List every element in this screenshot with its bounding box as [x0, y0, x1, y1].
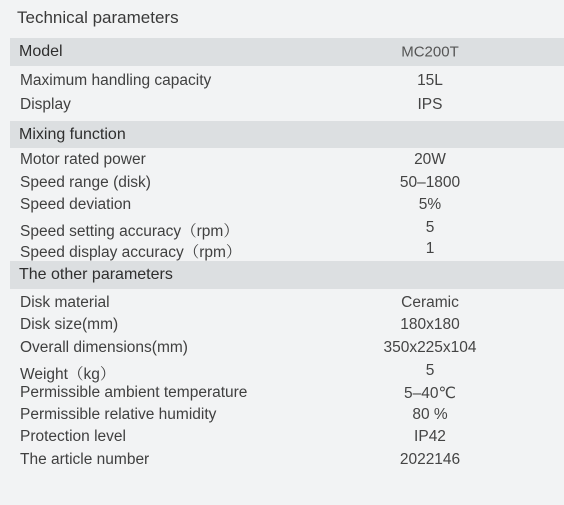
- param-label: Display: [20, 96, 71, 113]
- param-value: Ceramic: [401, 294, 459, 311]
- param-label: Speed setting accuracy（rpm）: [20, 223, 239, 240]
- param-label: The article number: [20, 451, 150, 468]
- section-title: The other parameters: [19, 266, 173, 283]
- param-value: 5%: [418, 196, 442, 213]
- param-label: Disk size(mm): [20, 316, 119, 333]
- param-label: Speed range (disk): [20, 174, 151, 191]
- param-value: 1: [425, 240, 435, 257]
- param-value: 2022146: [399, 451, 461, 468]
- param-label: Overall dimensions(mm): [20, 339, 188, 356]
- param-value: 5: [425, 362, 435, 379]
- table-row: [0, 294, 564, 316]
- table-row: [0, 406, 564, 428]
- param-value: 20W: [414, 151, 446, 168]
- table-row: [0, 96, 564, 118]
- page-title: Technical parameters: [17, 8, 179, 27]
- table-row: [0, 316, 564, 338]
- table-row: [0, 428, 564, 450]
- param-label: Maximum handling capacity: [20, 72, 212, 89]
- table-row: [0, 174, 564, 196]
- param-label: Permissible relative humidity: [20, 406, 217, 423]
- table-row: [0, 151, 564, 173]
- param-value: 5–40℃: [404, 385, 456, 402]
- table-row: [0, 362, 564, 384]
- param-label: Speed display accuracy（rpm）: [20, 244, 242, 261]
- param-value: 50–1800: [399, 174, 461, 191]
- param-label: Permissible ambient temperature: [20, 384, 248, 401]
- param-label: Weight（kg）: [20, 366, 116, 383]
- table-row: [0, 196, 564, 218]
- section-header-mixing: [10, 121, 564, 148]
- param-label: Motor rated power: [20, 151, 146, 168]
- model-value: MC200T: [401, 43, 459, 61]
- table-row: [0, 72, 564, 94]
- param-label: Protection level: [20, 428, 126, 445]
- section-title: Mixing function: [19, 125, 126, 143]
- param-label: Disk material: [20, 294, 110, 311]
- model-row: [10, 38, 564, 66]
- param-value: IP42: [414, 428, 446, 445]
- table-row: [0, 339, 564, 361]
- param-value: IPS: [417, 96, 443, 113]
- param-label: Speed deviation: [20, 196, 132, 213]
- table-row: [0, 219, 564, 241]
- param-value: 350x225x104: [383, 339, 477, 356]
- param-value: 180x180: [400, 316, 460, 333]
- table-row: [0, 451, 564, 473]
- param-value: 15L: [417, 72, 443, 89]
- param-value: 80 %: [412, 406, 448, 423]
- section-header-other: [10, 261, 564, 289]
- table-row: [0, 384, 564, 406]
- param-value: 5: [425, 219, 435, 236]
- table-row: [0, 240, 564, 262]
- model-label: Model: [19, 43, 63, 60]
